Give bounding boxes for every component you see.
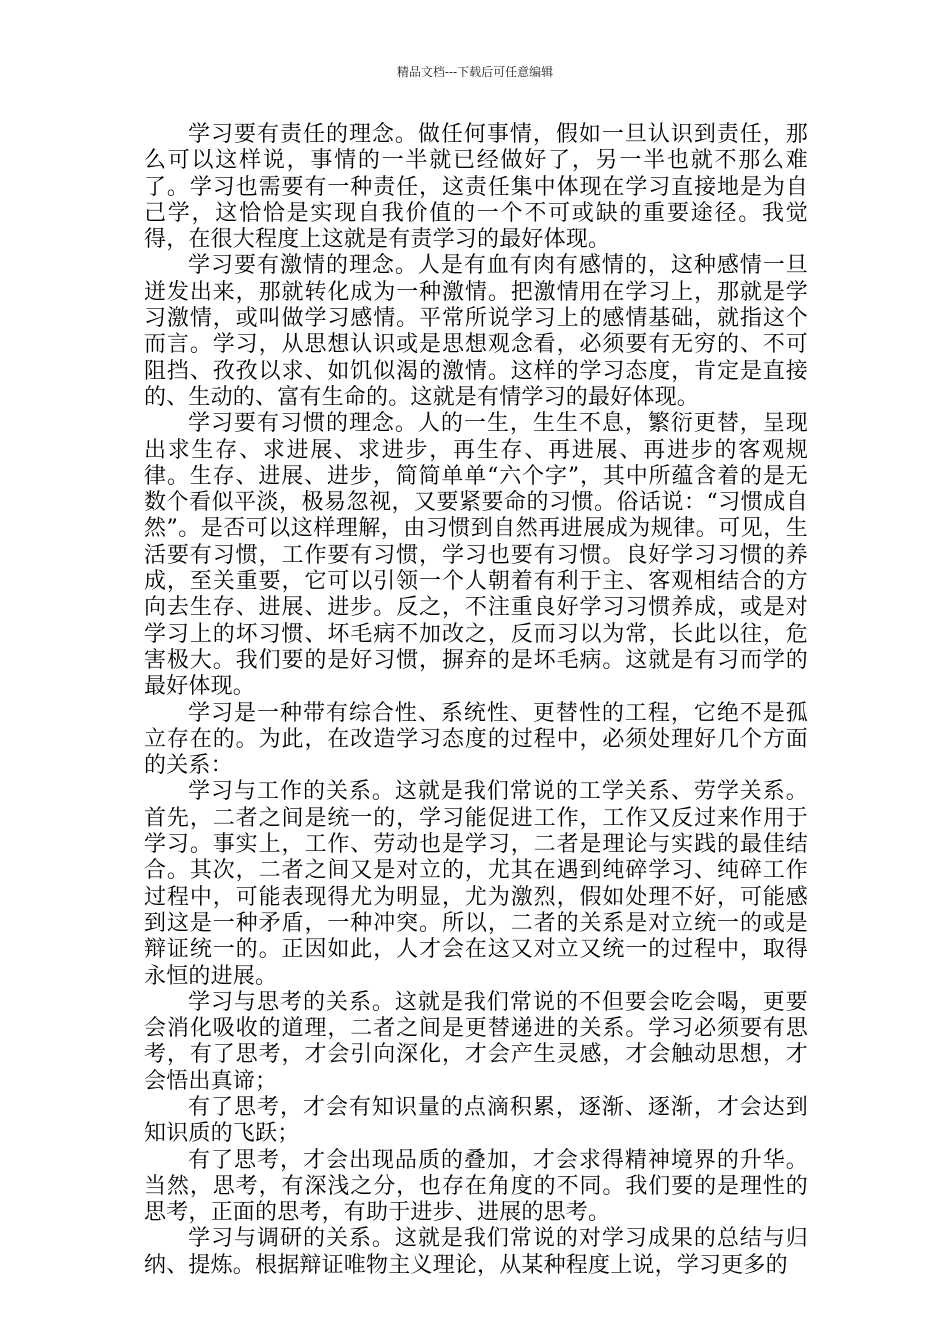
paragraph-study-thinking: 学习与思考的关系。这就是我们常说的不但要会吃会喝，更要会消化吸收的道理，二者之间是更替递进的关系。学习必须要有思考，有了思考，才会引向深化，才会产生灵感，才会触动思想，才会悟出真谛； [144,989,808,1094]
paragraph-passion: 学习要有激情的理念。人是有血有肉有感情的，这种感情一旦迸发出来，那就转化成为一种激情。把激情用在学习上，那就是学习激情，或叫做学习感情。平常所说学习上的感情基础，就指这个而言。学习，从思想认识或是思想观念看，必须要有无穷的、不可阻挡、孜孜以求、如饥似渴的激情。这样的学习态度，肯定是直接的、生动的、富有生命的。这就是有情学习的最好体现。 [144,253,808,410]
paragraph-thinking-quality: 有了思考，才会出现品质的叠加，才会求得精神境界的升华。当然，思考，有深浅之分，也存在角度的不同。我们要的是理性的思考，正面的思考，有助于进步、进展的思考。 [144,1147,808,1226]
page-header: 精品文档---下载后可任意编辑 [396,65,554,79]
paragraph-habit: 学习要有习惯的理念。人的一生，生生不息，繁衍更替，呈现出求生存、求进展、求进步，再生存、再进展、再进步的客观规律。生存、进展、进步，简简单单“六个字”，其中所蕴含着的是无数个看似平淡，极易忽视，又要紧要命的习惯。俗话说：“习惯成自然”。是否可以这样理解，由习惯到自然再进展成为规律。可见，生活要有习惯，工作要有习惯，学习也要有习惯。良好学习习惯的养成，至关重要，它可以引领一个人朝着有利于主、客观相结合的方向去生存、进展、进步。反之，不注重良好学习习惯养成，或是对学习上的坏习惯、坏毛病不加改之，反而习以为常，长此以往，危害极大。我们要的是好习惯，摒弃的是坏毛病。这就是有习而学的最好体现。 [144,411,808,700]
document-body [144,122,808,1279]
paragraph-thinking-knowledge: 有了思考，才会有知识量的点滴积累，逐渐、逐渐，才会达到知识质的飞跃； [144,1094,808,1147]
paragraph-responsibility: 学习要有责任的理念。做任何事情，假如一旦认识到责任，那么可以这样说，事情的一半就已经做好了，另一半也就不那么难了。学习也需要有一种责任，这责任集中体现在学习直接地是为自己学，这恰恰是实现自我价值的一个不可或缺的重要途径。我觉得，在很大程度上这就是有责学习的最好体现。 [144,122,808,253]
paragraph-relationships-intro: 学习是一种带有综合性、系统性、更替性的工程，它绝不是孤立存在的。为此，在改造学习态度的过程中，必须处理好几个方面的关系： [144,700,808,779]
paragraph-study-work: 学习与工作的关系。这就是我们常说的工学关系、劳学关系。首先，二者之间是统一的，学习能促进工作，工作又反过来作用于学习。事实上，工作、劳动也是学习，二者是理论与实践的最佳结合。其次，二者之间又是对立的，尤其在遇到纯碎学习、纯碎工作过程中，可能表现得尤为明显，尤为激烈，假如处理不好，可能感到这是一种矛盾，一种冲突。所以，二者的关系是对立统一的或是辩证统一的。正因如此，人才会在这又对立又统一的过程中，取得永恒的进展。 [144,779,808,989]
paragraph-study-research: 学习与调研的关系。这就是我们常说的对学习成果的总结与归纳、提炼。根据辩证唯物主义理论，从某种程度上说，学习更多的 [144,1226,808,1278]
